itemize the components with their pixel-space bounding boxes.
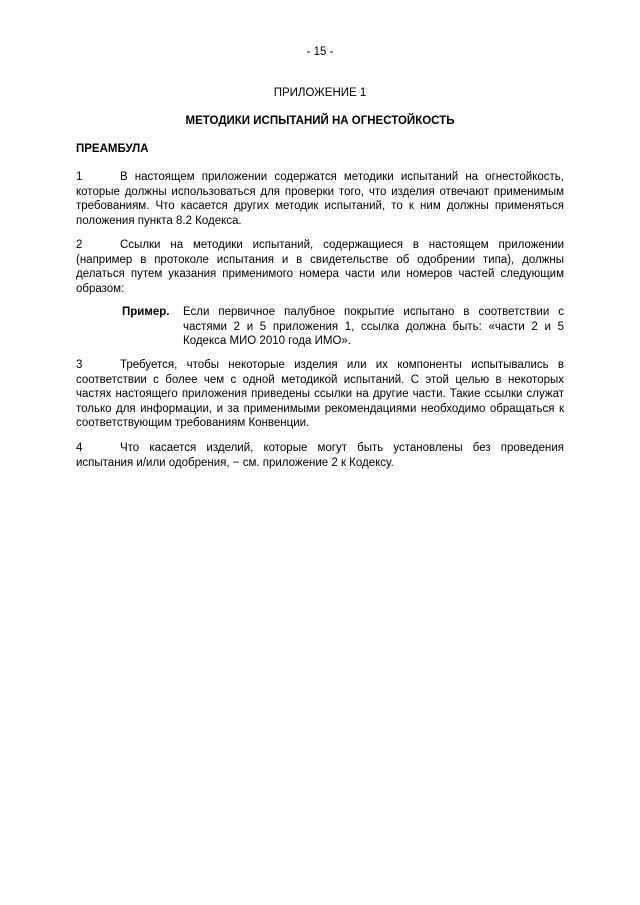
paragraph-number: 3 — [76, 359, 83, 371]
paragraph-number: 4 — [76, 442, 83, 454]
paragraph-4 — [76, 441, 564, 470]
paragraph-number: 1 — [76, 171, 83, 183]
paragraph-text: Ссылки на методики испытаний, содержащиеся в настоящем приложении (например в протоколе испытания и в свидетельстве об одобрении типа), должны делаться путем указания применимого номера части или номеров частей следующим образом: — [76, 239, 564, 295]
paragraph-text: В настоящем приложении содержатся методики испытаний на огнестойкость, которые должны использоваться для проверки того, что изделия отвечают применимым требованиям. Что касается других методик испытаний, то к ним должны применяться положения пункта 8.2 Кодекса. — [76, 171, 564, 227]
paragraph-3 — [76, 358, 564, 431]
section-heading: ПРЕАМБУЛА — [76, 143, 149, 155]
example-text: Если первичное палубное покрытие испытано в соответствии с частями 2 и 5 приложения 1, ссылка должна быть: «части 2 и 5 Кодекса МИО 2010 года ИМО». — [183, 306, 564, 347]
paragraph-2 — [76, 238, 564, 296]
paragraph-text: Что касается изделий, которые могут быть установлены без проведения испытания и/или одобрения, − см. приложение 2 к Кодексу. — [76, 442, 564, 469]
annex-title: МЕТОДИКИ ИСПЫТАНИЙ НА ОГНЕСТОЙКОСТЬ — [185, 115, 455, 127]
paragraph-number: 2 — [76, 239, 83, 251]
example-block — [122, 305, 564, 349]
annex-label: ПРИЛОЖЕНИЕ 1 — [273, 87, 367, 99]
page-number: - 15 - — [306, 46, 334, 58]
paragraph-1 — [76, 170, 564, 228]
paragraph-text: Требуется, чтобы некоторые изделия или их компоненты испытывались в соответствии с более чем с одной методикой испытаний. С этой целью в некоторых частях настоящего приложения приведены ссылки на другие части. Такие ссылки служат только для информации, и за применимыми рекомендациями необходимо обращаться к соответствующим требованиям Конвенции. — [76, 359, 564, 429]
example-label: Пример. — [122, 306, 170, 318]
